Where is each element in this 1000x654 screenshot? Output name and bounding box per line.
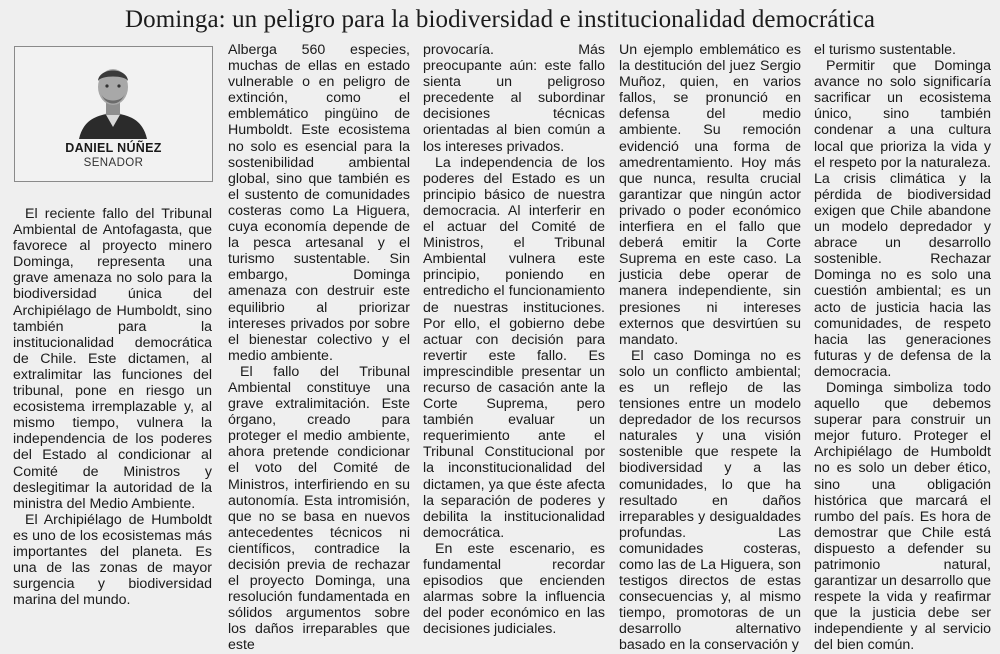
paragraph: provocaría. Más preocupante aún: este fallo sienta un peligroso precedente al subordinar decisiones técnicas orientadas al bien común a los intereses privados. xyxy=(423,42,605,155)
paragraph: El reciente fallo del Tribunal Ambiental de Antofagasta, que favorece al proyecto minero Dominga, representa una grave amenaza no solo para la biodiversidad única del Archipiélago de Humboldt, sino también para la institucionalidad democrática de Chile. Este dictamen, al extralimitar las funciones del tribunal, pone en riesgo un ecosistema irremplazable y, al mismo tiempo, vulnera la independencia de los poderes del Estado al condicionar al Comité de Ministros y deslegitimar la autoridad de la ministra del Medio Ambiente. xyxy=(13,206,212,512)
author-photo xyxy=(75,57,151,139)
column-1 xyxy=(13,206,212,608)
paragraph: El caso Dominga no es solo un conflicto ambiental; es un reflejo de las tensiones entre un modelo depredador de los recursos naturales y una visión sostenible que respete la biodiversidad y a las comunidades, lo que ha resultado en daños irreparables y desigualdades profundas. Las comunidades costeras, como las de La Higuera, son testigos directos de estas consecuencias y, al mismo tiempo, promotoras de un desarrollo alternativo basado en la conservación y xyxy=(619,347,801,654)
author-role: SENADOR xyxy=(83,157,144,169)
author-name: DANIEL NÚÑEZ xyxy=(65,141,162,155)
author-box xyxy=(14,46,213,182)
paragraph: Un ejemplo emblemático es la destitución del juez Sergio Muñoz, quien, en varios fallos, se pronunció en defensa del medio ambiente. Su remoción evidenció una forma de amedrentamiento. Hoy más que nunca, resulta crucial garantizar que ningún actor privado o poder económico interfiera en el fallo que deberá emitir la Corte Suprema en este caso. La justicia debe operar de manera independiente, sin presiones ni intereses externos que desvirtúen su mandato. xyxy=(619,42,801,348)
paragraph: Dominga simboliza todo aquello que debemos superar para construir un mejor futuro. Proteger el Archipiélago de Humboldt no es solo un deber ético, sino una obligación histórica que marcará el rumbo del país. Es hora de demostrar que Chile está dispuesto a defender su patrimonio natural, garantizar un desarrollo que respete la vida y reafirmar que la justicia debe ser independiente y al servicio del bien común. xyxy=(814,379,991,654)
column-2 xyxy=(228,42,410,654)
paragraph: Alberga 560 especies, muchas de ellas en estado vulnerable o en peligro de extinción, como el emblemático pingüino de Humboldt. Este ecosistema no solo es esencial para la sostenibilidad ambiental global, sino que también es el sustento de comunidades costeras como La Higuera, cuya economía depende de la pesca artesanal y el turismo sustentable. Sin embargo, Dominga amenaza con destruir este equilibrio al priorizar intereses privados por sobre el bienestar colectivo y el medio ambiente. xyxy=(228,42,410,364)
headline: Dominga: un peligro para la biodiversidad e institucionalidad democrática xyxy=(124,6,876,33)
paragraph: La independencia de los poderes del Estado es un principio básico de nuestra democracia. Al interferir en el actuar del Comité de Ministros, el Tribunal Ambiental vulnera este principio, poniendo en entredicho el funcionamiento de nuestras instituciones. Por ello, el gobierno debe actuar con decisión para revertir este fallo. Es imprescindible presentar un recurso de casación ante la Corte Suprema, pero también evaluar un requerimiento ante el Tribunal Constitucional por la inconstitucionalidad del dictamen, ya que éste afecta la separación de poderes y debilita la institucionalidad democrática. xyxy=(423,154,605,541)
paragraph: Permitir que Dominga avance no solo significaría sacrificar un ecosistema único, sino también condenar a una cultura local que prioriza la vida y el respeto por la naturaleza. La crisis climática y la pérdida de biodiversidad exigen que Chile abandone un modelo depredador y abrace un desarrollo sostenible. Rechazar Dominga no es solo una cuestión ambiental; es un acto de justicia hacia las comunidades, de respeto hacia las generaciones futuras y de defensa de la democracia. xyxy=(814,58,991,380)
paragraph: el turismo sustentable. xyxy=(814,42,956,58)
column-4 xyxy=(619,42,801,654)
paragraph: El Archipiélago de Humboldt es uno de los ecosistemas más importantes del planeta. Es una de las zonas de mayor surgencia y biodiversidad marina del mundo. xyxy=(13,511,212,609)
column-3 xyxy=(423,42,605,637)
column-5 xyxy=(814,42,991,654)
paragraph: El fallo del Tribunal Ambiental constituye una grave extralimitación. Este órgano, creado para proteger el medio ambiente, ahora pretende condicionar el voto del Comité de Ministros, interfiriendo en su autonomía. Esta intromisión, que no se basa en nuevos antecedentes técnicos ni científicos, contradice la decisión previa de rechazar el proyecto Dominga, una resolución fundamentada en sólidos argumentos sobre los daños irreparables que este xyxy=(228,363,410,654)
paragraph: En este escenario, es fundamental recordar episodios que encienden alarmas sobre la influencia del poder económico en las decisiones judiciales. xyxy=(423,540,605,638)
